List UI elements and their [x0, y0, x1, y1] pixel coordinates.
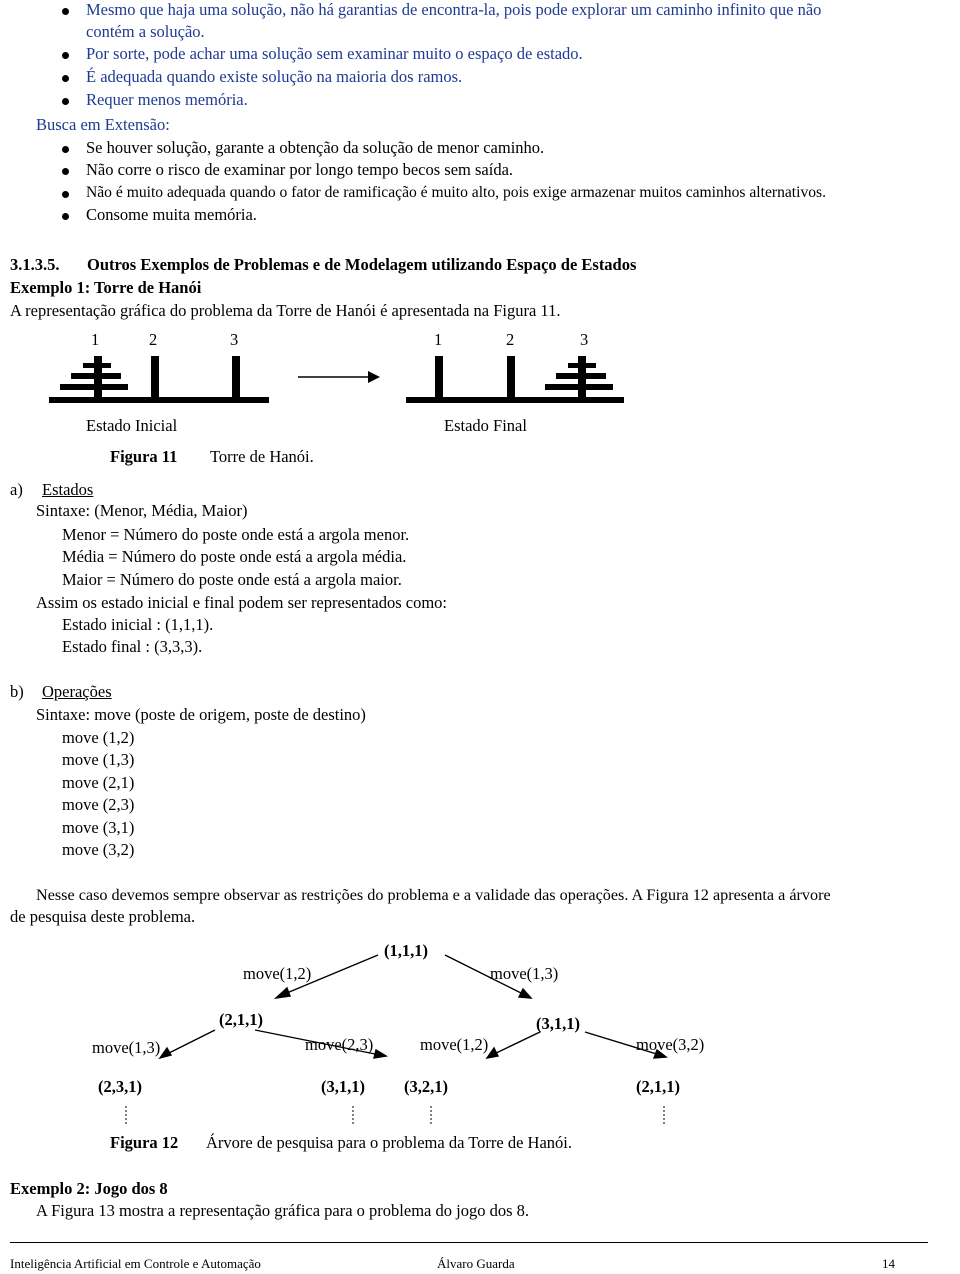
example2-text: A Figura 13 mostra a representação gráfica para o problema do jogo dos 8. — [36, 1201, 530, 1220]
paragraph-line: Nesse caso devemos sempre observar as restrições do problema e a validade das operações. A Figura 12 apresenta a árvore — [36, 886, 831, 904]
operations-marker: b) — [10, 682, 24, 701]
move-item: move (3,1) — [62, 818, 135, 837]
example1-title: Exemplo 1: Torre de Hanói — [10, 278, 202, 297]
peg-number: 3 — [230, 330, 239, 349]
figure11-caption-text: Torre de Hanói. — [210, 447, 314, 466]
final-state-label: Estado Final — [444, 416, 527, 435]
tree-leaf: (3,2,1) — [404, 1077, 448, 1096]
tree-node: (3,1,1) — [536, 1014, 580, 1033]
bfs-item: Não é muito adequada quando o fator de ramificação é muito alto, pois exige armazenar muitos caminhos alternativos. — [86, 184, 827, 201]
edge-label: move(1,2) — [243, 964, 312, 983]
bfs-item: Consome muita memória. — [86, 205, 257, 224]
bfs-item: Não corre o risco de examinar por longo tempo becos sem saída. — [86, 160, 514, 179]
disk-small — [568, 363, 596, 368]
disk-medium — [556, 373, 606, 379]
tower-final — [406, 356, 624, 403]
section-title: Outros Exemplos de Problemas e de Modelagem utilizando Espaço de Estados — [87, 255, 637, 274]
section-number: 3.1.3.5. — [10, 255, 60, 274]
tower-initial — [49, 356, 269, 403]
operations-syntax: Sintaxe: move (poste de origem, poste de destino) — [36, 705, 366, 724]
move-item: move (1,2) — [62, 728, 135, 747]
peg-1 — [435, 356, 443, 398]
arrow-right — [298, 371, 380, 383]
tree-root: (1,1,1) — [384, 941, 428, 960]
peg-number: 1 — [91, 330, 100, 349]
operations-title: Operações — [42, 682, 112, 701]
page-number: 14 — [882, 1256, 895, 1271]
disk-large — [60, 384, 128, 390]
edge-label: move(1,3) — [92, 1038, 161, 1057]
states-line: Maior = Número do poste onde está a argola maior. — [62, 570, 402, 589]
figure11-caption-number: Figura 11 — [110, 447, 178, 466]
states-title: Estados — [42, 480, 94, 499]
bfs-item: Se houver solução, garante a obtenção da solução de menor caminho. — [86, 138, 545, 157]
disk-small — [83, 363, 111, 368]
dfs-item: Mesmo que haja uma solução, não há garantias de encontra-la, pois pode explorar um caminho infinito que não — [86, 0, 822, 19]
states-syntax: Sintaxe: (Menor, Média, Maior) — [36, 501, 248, 520]
footer-course: Inteligência Artificial em Controle e Automação — [10, 1256, 261, 1271]
tree-leaf: (2,3,1) — [98, 1077, 142, 1096]
figure12-caption-text: Árvore de pesquisa para o problema da Torre de Hanói. — [206, 1133, 572, 1152]
peg-2 — [151, 356, 159, 398]
move-item: move (2,1) — [62, 773, 135, 792]
states-line: Média = Número do poste onde está a argola média. — [62, 547, 407, 566]
edge-label: move(1,2) — [420, 1035, 489, 1054]
tree-edges — [160, 955, 666, 1058]
initial-state-label: Estado Inicial — [86, 416, 178, 435]
initial-state: Estado inicial : (1,1,1). — [62, 615, 214, 634]
states-marker: a) — [10, 480, 23, 499]
bfs-heading: Busca em Extensão: — [36, 115, 170, 134]
peg-number: 3 — [580, 330, 589, 349]
dfs-item: Por sorte, pode achar uma solução sem examinar muito o espaço de estado. — [86, 44, 583, 63]
tree-leaf: (3,1,1) — [321, 1077, 365, 1096]
move-item: move (3,2) — [62, 840, 135, 859]
states-assim: Assim os estado inicial e final podem ser representados como: — [36, 593, 448, 612]
footer-rule — [10, 1242, 928, 1243]
final-state: Estado final : (3,3,3). — [62, 637, 203, 656]
tree-leaf: (2,1,1) — [636, 1077, 680, 1096]
edge-label: move(2,3) — [305, 1035, 374, 1054]
peg-3 — [232, 356, 240, 398]
peg-2 — [507, 356, 515, 398]
peg-number: 2 — [149, 330, 158, 349]
tree-node: (2,1,1) — [219, 1010, 263, 1029]
move-item: move (1,3) — [62, 750, 135, 769]
footer-author: Álvaro Guarda — [437, 1256, 515, 1271]
states-line: Menor = Número do poste onde está a argola menor. — [62, 525, 410, 544]
edge-label: move(3,2) — [636, 1035, 705, 1054]
tree-ellipsis — [126, 1106, 664, 1126]
edge-label: move(1,3) — [490, 964, 559, 983]
example1-intro: A representação gráfica do problema da Torre de Hanói é apresentada na Figura 11. — [10, 301, 561, 320]
dfs-item: É adequada quando existe solução na maioria dos ramos. — [86, 67, 463, 86]
example2-title: Exemplo 2: Jogo dos 8 — [10, 1179, 168, 1198]
paragraph-line: de pesquisa deste problema. — [10, 907, 196, 926]
move-item: move (2,3) — [62, 795, 135, 814]
peg-number: 1 — [434, 330, 443, 349]
disk-large — [545, 384, 613, 390]
figure12-caption-number: Figura 12 — [110, 1133, 179, 1152]
dfs-item: Requer menos memória. — [86, 90, 248, 109]
disk-medium — [71, 373, 121, 379]
dfs-item-cont: contém a solução. — [86, 22, 205, 41]
peg-number: 2 — [506, 330, 515, 349]
